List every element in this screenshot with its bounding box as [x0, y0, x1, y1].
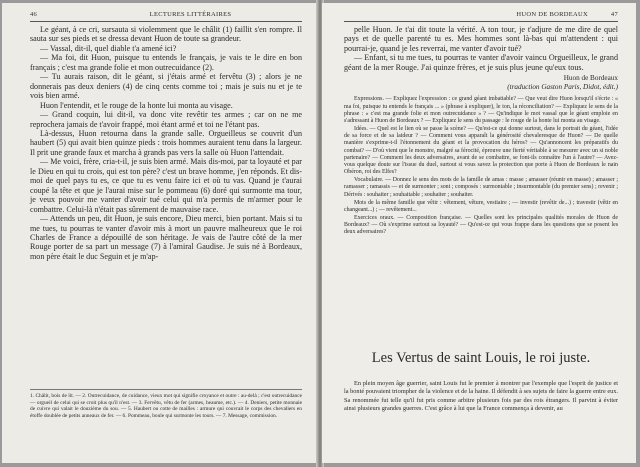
paragraph: — Attends un peu, dit Huon, je suis encore, Dieu merci, bien portant. Mais si tu me tues, tu pourras te vanter d'avoir mis à mort un pauvre malheureux que le roi Charles de France a dépouillé de son héritage. Je vais de l'autre côté de la mer Rouge porter de sa part un message (7) à l'amiral Gaudise. Je suis né à Bordeaux, mon père était le duc Seguin et je m'ap-	[30, 214, 302, 261]
paragraph: — Me voici, frère, cria-t-il, je suis bien armé. Mais dis-moi, par ta loyauté et par le Dieu en qui tu crois, qui est ton père? c'est un brave homme, j'en réponds. Et dis-moi de quel pays tu es, ce que tu es venu faire ici et où tu vas. Quand je t'aurai coupé la tête et que je l'aurai mise sur le pommeau (6) doré qui surmonte ma tour, je veux pouvoir me vanter d'avoir tué celui qui m'a permis de m'armer pour le combattre. Celui-là n'était pas sûrement de mauvaise race.	[30, 157, 302, 214]
running-title: LECTURES LITTÉRAIRES	[149, 11, 232, 18]
page-number: 46	[30, 11, 38, 18]
paragraph: Là-dessus, Huon retourna dans la grande salle. Orgueilleus se couvrit d'un haubert (5) qui avait bien quinze pieds : trois hommes auraient tenu dans la largeur. Il prit une grande faux et marcha à grands pas vers la salle où Huon l'attendait.	[30, 128, 302, 157]
exercise-paragraph: Mots de la même famille que vêtir : vêtement, vêture, vestiaire ; — investir (revêtir de...) ; travestir (vêtir en changeant...) ; — revêtement...	[344, 199, 618, 213]
page-number: 47	[610, 11, 618, 18]
footnotes: 1. Châlit, bois de lit. — 2. Outrecuidance, de cuidance, vieux mot qui signifie croyance et outre : au-delà ; c'est outrecuidance — orgueil de celui qui se croit plus qu'il n'est. — 3. Fervêtu, vêtu de fer (armes, heaume, etc.). — 4. Deniers, petite monnaie de cuivre qui valait le douzième du sou. — 5. Haubert ou cotte de mailles : armure qui couvrait le corps des chevaliers en étoffe doublée de petits anneaux de fer. — 6. Pommeau, boule qui surmonte les tours. — 7. Message, commission.	[30, 389, 302, 419]
paragraph: — Tu aurais raison, dit le géant, si j'étais armé et fervêtu (3) ; alors je ne donnerais pas deux deniers (4) de cinq cents comme toi ; mais je suis nu et je te vois bien armé.	[30, 72, 302, 101]
exercise-paragraph: Exercices oraux. — Composition française. — Quelles sont les principales qualités morales de Huon de Bordeaux? — Où s'exprime surtout sa loyauté? — Qu'est-ce qui vous frappe dans les questions que se posent les deux adversaires?	[344, 214, 618, 236]
header-rule	[344, 21, 618, 22]
text-body	[30, 25, 302, 261]
text-body	[344, 25, 618, 237]
running-title: HUON DE BORDEAUX	[516, 11, 588, 18]
attribution-author: Huon de Bordeaux	[563, 74, 618, 83]
exercises-section	[344, 96, 618, 236]
section-intro: En plein moyen âge guerrier, saint Louis fut le premier à montrer par l'exemple que l'esprit de justice et la bonté pouvaient triompher de la violence et de la haine. Il défendit à ses sujets de faire la guerre entre eux. Sa renommée fut telle qu'il fut pris comme arbitre plusieurs fois par des rois étrangers. Il parvint à éviter ainsi plusieurs grandes guerres. C'est grâce à lui que la France commença à devenir, au	[344, 380, 618, 413]
exercise-paragraph: Expressions. — Expliquez l'expression : ce grand géant imbattable? — Que veut dire Huon lorsqu'il s'écrie : « ma foi, puisque tu entends le français ... » (phrase à expliquer), le ton, la réconciliation? — Expliquez le sens de la phrase : « c'est ma grande folie et mon outrecuidance » ? — Qu'indique le mot vassal que le géant emploie en s'adressant à Huon de Bordeaux ? — Expliquez le sens du passage : le rouge de la honte lui monta au visage.	[344, 96, 618, 125]
paragraph: pelle Huon. Je t'ai dit toute la vérité. A ton tour, je t'adjure de me dire de quel pays et de quelle parenté tu es. Mes hommes sont là-bas qui m'attendent : qui pourrai-je, quand je les reverrai, me vanter d'avoir tué?	[344, 25, 618, 53]
paragraph: Le géant, à ce cri, sursauta si violemment que le châlit (1) faillit s'en rompre. Il sauta sur ses pieds et se dressa devant Huon de toute sa grandeur.	[30, 25, 302, 44]
section-title: Les Vertus de saint Louis, le roi juste.	[371, 350, 591, 366]
exercise-paragraph: Vocabulaire. — Donnez le sens des mots de la famille de amas : masse ; amasser (réunir en masse) ; amasser ; ramasser ; ramassis — et de surmonter ; sont ; composés : surmontable ; insurmontable (du premier sens) ; revenir ; Dérivés : souhaiter ; souhaitable ; souhaiter ; souhaiter.	[344, 177, 618, 198]
exercise-paragraph: Idées. — Quel est le lien où se passe la scène? — Qu'est-ce qui donne surtout, dans le portrait du géant, l'idée de sa force et de sa laideur ? — Comment vous apparaît la générosité chevaleresque de Huon? — De quelle manière s'exprime-t-il l'étonnement du géant et la provocation du héros? — Qu'annoncent les préparatifs du combat? — D'où vient que le monstre, malgré sa férocité, éprouve une fierté véritable à se mesurer avec un si noble partenaire? — Comment les deux adversaires, avant de se combattre, se font-ils connaître l'un à l'autre? — Avez-vous quelque doute sur l'issue du duel, surtout si vous savez la protection que porte à Huon de Bordeaux le nain Obéron, roi des Elfes?	[344, 125, 618, 176]
attribution	[344, 74, 618, 92]
paragraph: — Enfant, si tu me tues, tu pourras te vanter d'avoir vaincu Orgueilleux, le grand géant de la mer Rouge. J'ai quinze frères, et je suis plus jeune qu'eux tous.	[344, 53, 618, 72]
paragraph: — Ma foi, dit Huon, puisque tu entends le français, je vais te le dire en bon français ; c'est ma grande folie et mon outrecuidance (2).	[30, 53, 302, 72]
paragraph: — Vassal, dit-il, quel diable t'a amené ici?	[40, 43, 177, 53]
header-rule	[30, 21, 302, 22]
attribution-source: (traduction Gaston Paris, Didot, édit.)	[507, 83, 618, 92]
left-page	[2, 3, 318, 463]
paragraph: — Grand coquin, lui dit-il, va donc vite revêtir tes armes ; car on ne me reprochera jamais de t'avoir frappé, moi étant armé et toi ne l'étant pas.	[30, 110, 302, 129]
right-page	[322, 3, 636, 463]
paragraph: Huon l'entendit, et le rouge de la honte lui monta au visage.	[40, 100, 233, 110]
